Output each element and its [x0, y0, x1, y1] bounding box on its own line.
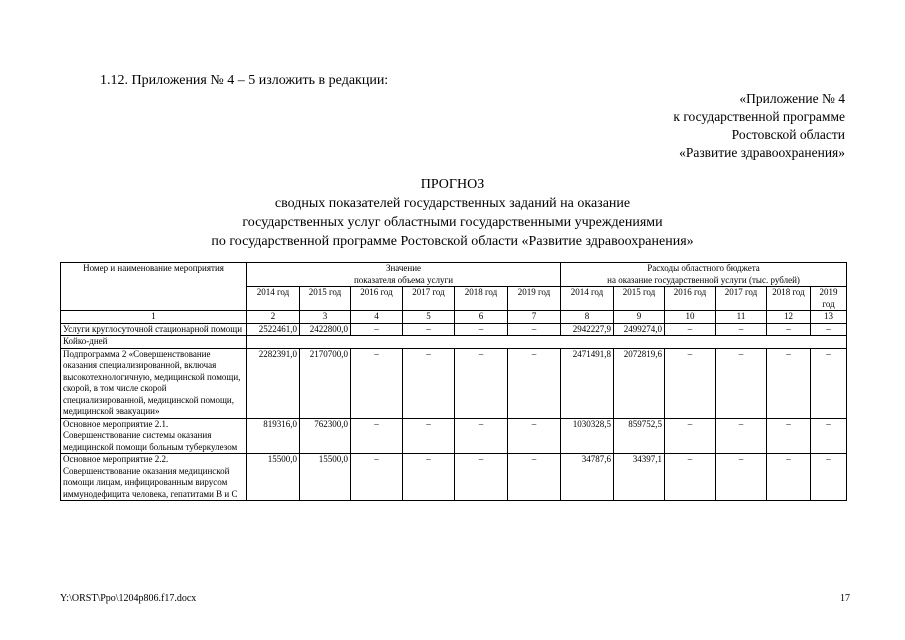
expense-cell: 2072819,6: [614, 348, 665, 418]
expense-cell: –: [811, 454, 847, 501]
annex-line-4: «Развитие здравоохранения»: [679, 145, 845, 160]
volume-cell: –: [455, 454, 508, 501]
annex-header: [585, 90, 845, 162]
volume-cell: 15500,0: [247, 454, 300, 501]
document-heading: [0, 175, 905, 251]
volume-cell: –: [508, 418, 561, 454]
heading-line-2: государственных услуг областными государственными учреждениями: [242, 215, 663, 230]
expense-cell: 2471491,8: [561, 348, 614, 418]
column-number: 13: [811, 311, 847, 324]
group-volume-line-2: показателя объема услуги: [353, 274, 454, 285]
volume-cell: –: [508, 348, 561, 418]
expense-cell: –: [665, 454, 716, 501]
column-number: 7: [508, 311, 561, 324]
volume-cell: –: [455, 348, 508, 418]
header-row-numbers: [61, 311, 847, 324]
volume-cell: 2422800,0: [300, 323, 351, 336]
expense-cell: 34787,6: [561, 454, 614, 501]
expense-cell: –: [767, 418, 811, 454]
page-number: 17: [840, 593, 850, 604]
year-header: 2016 год: [665, 287, 716, 311]
row-name: Основное мероприятие 2.2. Совершенствование оказания медицинской помощи лицам, инфицированным вирусом иммунодефицита человека, гепатитами В и С: [61, 454, 247, 501]
year-header: 2014 год: [247, 287, 300, 311]
row-name: Подпрограмма 2 «Совершенствование оказания специализированной, включая высокотехнологичную, медицинской помощи, скорой, в том числе скорой специализированной, медицинской помощи, медицинской эвакуации»: [61, 348, 247, 418]
year-header: 2018 год: [767, 287, 811, 311]
volume-cell: –: [403, 418, 455, 454]
volume-cell: –: [508, 323, 561, 336]
col-name-header: Номер и наименование мероприятия: [61, 263, 247, 311]
table-row: [61, 348, 847, 418]
file-path: Y:\ORST\Ppo\1204p806.f17.docx: [60, 593, 197, 604]
group-volume-line-1: Значение: [385, 263, 422, 273]
expense-cell: –: [716, 454, 767, 501]
column-number: 12: [767, 311, 811, 324]
intro-text: 1.12. Приложения № 4 – 5 изложить в редакции:: [100, 73, 389, 88]
expense-cell: –: [811, 348, 847, 418]
column-number: 11: [716, 311, 767, 324]
unit-row: [61, 336, 847, 349]
table-row: [61, 323, 847, 336]
column-number: 2: [247, 311, 300, 324]
group-expenses-line-1: Расходы областного бюджета: [647, 263, 760, 273]
table-row: [61, 454, 847, 501]
volume-cell: 819316,0: [247, 418, 300, 454]
expense-cell: –: [811, 323, 847, 336]
volume-cell: 2282391,0: [247, 348, 300, 418]
expense-cell: –: [716, 418, 767, 454]
row-name: Основное мероприятие 2.1. Совершенствование системы оказания медицинской помощи больным туберкулезом: [61, 418, 247, 454]
volume-cell: –: [455, 418, 508, 454]
heading-line-1: сводных показателей государственных заданий на оказание: [274, 196, 631, 211]
annex-line-2: к государственной программе: [673, 109, 845, 124]
header-row-groups: [61, 263, 847, 287]
expense-cell: 2942227,9: [561, 323, 614, 336]
expense-cell: –: [767, 454, 811, 501]
expense-cell: 859752,5: [614, 418, 665, 454]
year-header: 2014 год: [561, 287, 614, 311]
row-name: Услуги круглосуточной стационарной помощи: [61, 323, 247, 336]
column-number: 10: [665, 311, 716, 324]
heading-line-3: по государственной программе Ростовской области «Развитие здравоохранения»: [211, 234, 694, 249]
column-number: 1: [61, 311, 247, 324]
year-header: 2017 год: [716, 287, 767, 311]
year-header: 2019 год: [508, 287, 561, 311]
volume-cell: –: [403, 323, 455, 336]
column-number: 9: [614, 311, 665, 324]
expense-cell: 2499274,0: [614, 323, 665, 336]
volume-cell: –: [508, 454, 561, 501]
expense-cell: –: [665, 418, 716, 454]
volume-cell: 762300,0: [300, 418, 351, 454]
heading-title: ПРОГНОЗ: [420, 177, 485, 192]
year-header: 2015 год: [300, 287, 351, 311]
volume-cell: 2522461,0: [247, 323, 300, 336]
expense-cell: 34397,1: [614, 454, 665, 501]
unit-row-empty: [247, 336, 847, 349]
unit-label: Койко-дней: [61, 336, 247, 349]
group-expenses-line-2: на оказание государственной услуги (тыс. рублей): [607, 274, 800, 285]
annex-line-1: «Приложение № 4: [739, 91, 845, 106]
expense-cell: –: [811, 418, 847, 454]
year-header: 2016 год: [351, 287, 403, 311]
column-number: 6: [455, 311, 508, 324]
volume-cell: –: [403, 454, 455, 501]
volume-cell: –: [351, 348, 403, 418]
volume-cell: –: [351, 418, 403, 454]
expense-cell: –: [716, 323, 767, 336]
year-header: 2018 год: [455, 287, 508, 311]
expense-cell: –: [665, 348, 716, 418]
volume-cell: 15500,0: [300, 454, 351, 501]
volume-cell: –: [351, 454, 403, 501]
annex-line-3: Ростовской области: [731, 127, 845, 142]
forecast-table: [60, 262, 847, 501]
column-number: 8: [561, 311, 614, 324]
volume-cell: 2170700,0: [300, 348, 351, 418]
group-volume-header: [247, 263, 561, 287]
volume-cell: –: [351, 323, 403, 336]
volume-cell: –: [403, 348, 455, 418]
expense-cell: –: [767, 323, 811, 336]
expense-cell: –: [767, 348, 811, 418]
expense-cell: –: [716, 348, 767, 418]
group-expenses-header: [561, 263, 847, 287]
column-number: 5: [403, 311, 455, 324]
year-header: 2017 год: [403, 287, 455, 311]
column-number: 3: [300, 311, 351, 324]
volume-cell: –: [455, 323, 508, 336]
column-number: 4: [351, 311, 403, 324]
year-header: 2019 год: [811, 287, 847, 311]
expense-cell: –: [665, 323, 716, 336]
table-row: [61, 418, 847, 454]
expense-cell: 1030328,5: [561, 418, 614, 454]
year-header: 2015 год: [614, 287, 665, 311]
